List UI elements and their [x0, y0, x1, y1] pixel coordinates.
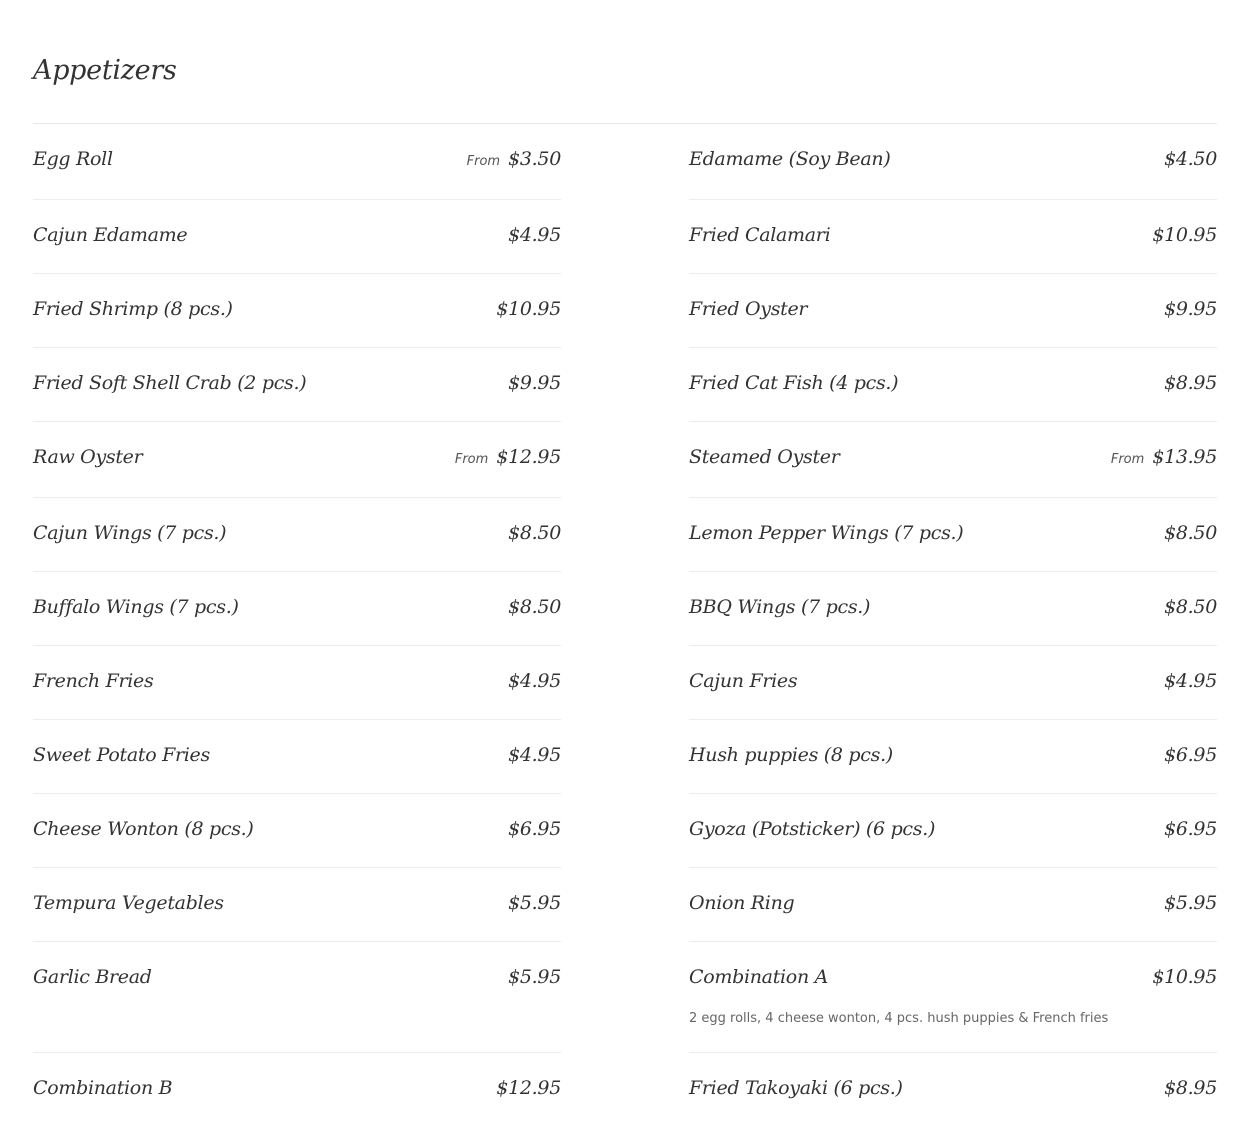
- menu-item-price-group: [496, 298, 561, 320]
- menu-item-name: Fried Takoyaki (6 pcs.): [689, 1077, 903, 1099]
- menu-item-description: 2 egg rolls, 4 cheese wonton, 4 pcs. hush puppies & French fries: [689, 1011, 1109, 1026]
- menu-item-name: Combination B: [33, 1077, 173, 1099]
- menu-item: [689, 200, 1217, 274]
- menu-item-price: $3.50: [508, 148, 561, 170]
- menu-item-price: $6.95: [508, 818, 561, 840]
- menu-item-price: $8.50: [508, 522, 561, 544]
- menu-item-price-group: [1164, 372, 1217, 394]
- menu-item-name: Fried Cat Fish (4 pcs.): [689, 372, 899, 394]
- menu-item-price-group: [1164, 148, 1217, 170]
- menu-item-name: Hush puppies (8 pcs.): [689, 744, 893, 766]
- menu-item: [33, 1053, 561, 1127]
- menu-item-price-group: [1152, 224, 1217, 246]
- menu-item-price-group: [508, 596, 561, 618]
- menu-item-price-group: [1152, 966, 1217, 988]
- menu-item: [33, 124, 561, 200]
- menu-item-price-group: [508, 372, 561, 394]
- menu-item-price: $4.95: [1164, 670, 1217, 692]
- menu-column-right: [689, 124, 1217, 1127]
- menu-item-name: Cajun Wings (7 pcs.): [33, 522, 227, 544]
- menu-item-price: $10.95: [1152, 966, 1217, 988]
- menu-item: [689, 572, 1217, 646]
- menu-item-name: Buffalo Wings (7 pcs.): [33, 596, 239, 618]
- menu-item-price: $10.95: [496, 298, 561, 320]
- menu-item: [689, 720, 1217, 794]
- menu-item-name: Fried Calamari: [689, 224, 831, 246]
- menu-item-price: $9.95: [1164, 298, 1217, 320]
- menu-item-name: Fried Shrimp (8 pcs.): [33, 298, 233, 320]
- menu-item-price-group: [1164, 892, 1217, 914]
- menu-item: [33, 274, 561, 348]
- menu-item-price: $13.95: [1152, 446, 1217, 468]
- menu-item-price: $12.95: [496, 446, 561, 468]
- section-title: Appetizers: [33, 55, 177, 86]
- menu-item-name: Onion Ring: [689, 892, 795, 914]
- menu-item-price: $5.95: [1164, 892, 1217, 914]
- menu-item: [689, 942, 1217, 1053]
- menu-item-price-group: [508, 744, 561, 766]
- menu-item-name: BBQ Wings (7 pcs.): [689, 596, 871, 618]
- menu-item: [33, 572, 561, 646]
- menu-item-from-label: From: [454, 452, 489, 467]
- menu-item-price-group: [508, 224, 561, 246]
- menu-item: [689, 422, 1217, 498]
- menu-item: [33, 646, 561, 720]
- menu-item: [33, 868, 561, 942]
- menu-item-name: Egg Roll: [33, 148, 113, 170]
- menu-item-price-group: [1111, 446, 1217, 468]
- menu-item-price-group: [455, 446, 561, 468]
- menu-item: [33, 498, 561, 572]
- menu-item: [689, 794, 1217, 868]
- menu-item: [689, 1053, 1217, 1127]
- menu-item-price-group: [1164, 522, 1217, 544]
- menu-item-name: Raw Oyster: [33, 446, 143, 468]
- menu-item-price: $4.95: [508, 224, 561, 246]
- menu-item-price-group: [1164, 744, 1217, 766]
- menu-item: [33, 720, 561, 794]
- menu-item-price-group: [1164, 596, 1217, 618]
- menu-item-price: $8.50: [1164, 522, 1217, 544]
- menu-item-price-group: [496, 1077, 561, 1099]
- menu-item: [689, 348, 1217, 422]
- menu-item-name: Sweet Potato Fries: [33, 744, 210, 766]
- menu-item-name: Fried Oyster: [689, 298, 808, 320]
- menu-item-name: Gyoza (Potsticker) (6 pcs.): [689, 818, 936, 840]
- menu-item-name: French Fries: [33, 670, 154, 692]
- menu-item-price: $8.95: [1164, 372, 1217, 394]
- menu-item-price-group: [467, 148, 561, 170]
- menu-item-price: $8.50: [508, 596, 561, 618]
- menu-item: [33, 348, 561, 422]
- menu-item-name: Steamed Oyster: [689, 446, 840, 468]
- menu-item-price: $4.95: [508, 670, 561, 692]
- menu-item-price: $8.95: [1164, 1077, 1217, 1099]
- menu-item-price-group: [1164, 670, 1217, 692]
- menu-item-price-group: [508, 818, 561, 840]
- menu-item-from-label: From: [1110, 452, 1145, 467]
- menu-item: [33, 794, 561, 868]
- menu-item-name: Cajun Fries: [689, 670, 798, 692]
- menu-item-price-group: [1164, 818, 1217, 840]
- menu-item: [33, 422, 561, 498]
- menu-item: [689, 124, 1217, 200]
- menu-item-from-label: From: [466, 154, 501, 169]
- menu-item-price-group: [508, 522, 561, 544]
- menu-item-price: $4.95: [508, 744, 561, 766]
- menu-item-price: $5.95: [508, 892, 561, 914]
- menu-item-name: Garlic Bread: [33, 966, 152, 988]
- menu-item-name: Fried Soft Shell Crab (2 pcs.): [33, 372, 307, 394]
- menu-item-name: Combination A: [689, 966, 829, 988]
- menu-item-name: Tempura Vegetables: [33, 892, 224, 914]
- menu-column-left: [33, 124, 561, 1127]
- menu-item-price: $12.95: [496, 1077, 561, 1099]
- menu-item: [33, 200, 561, 274]
- menu-item-name: Lemon Pepper Wings (7 pcs.): [689, 522, 964, 544]
- menu-item: [33, 942, 561, 1053]
- menu-item-price-group: [508, 892, 561, 914]
- menu-item-name: Cheese Wonton (8 pcs.): [33, 818, 254, 840]
- menu-item-price: $6.95: [1164, 818, 1217, 840]
- menu-item-price: $8.50: [1164, 596, 1217, 618]
- menu-item-price: $9.95: [508, 372, 561, 394]
- menu-item-price: $4.50: [1164, 148, 1217, 170]
- menu-item-price: $10.95: [1152, 224, 1217, 246]
- menu-item: [689, 868, 1217, 942]
- menu-item-price-group: [1164, 298, 1217, 320]
- menu-item-price-group: [508, 966, 561, 988]
- menu-item-price-group: [508, 670, 561, 692]
- menu-item-price: $5.95: [508, 966, 561, 988]
- menu-item: [689, 274, 1217, 348]
- menu-item: [689, 646, 1217, 720]
- menu-item: [689, 498, 1217, 572]
- menu-item-name: Edamame (Soy Bean): [689, 148, 891, 170]
- menu-item-price: $6.95: [1164, 744, 1217, 766]
- menu-item-price-group: [1164, 1077, 1217, 1099]
- menu-item-name: Cajun Edamame: [33, 224, 188, 246]
